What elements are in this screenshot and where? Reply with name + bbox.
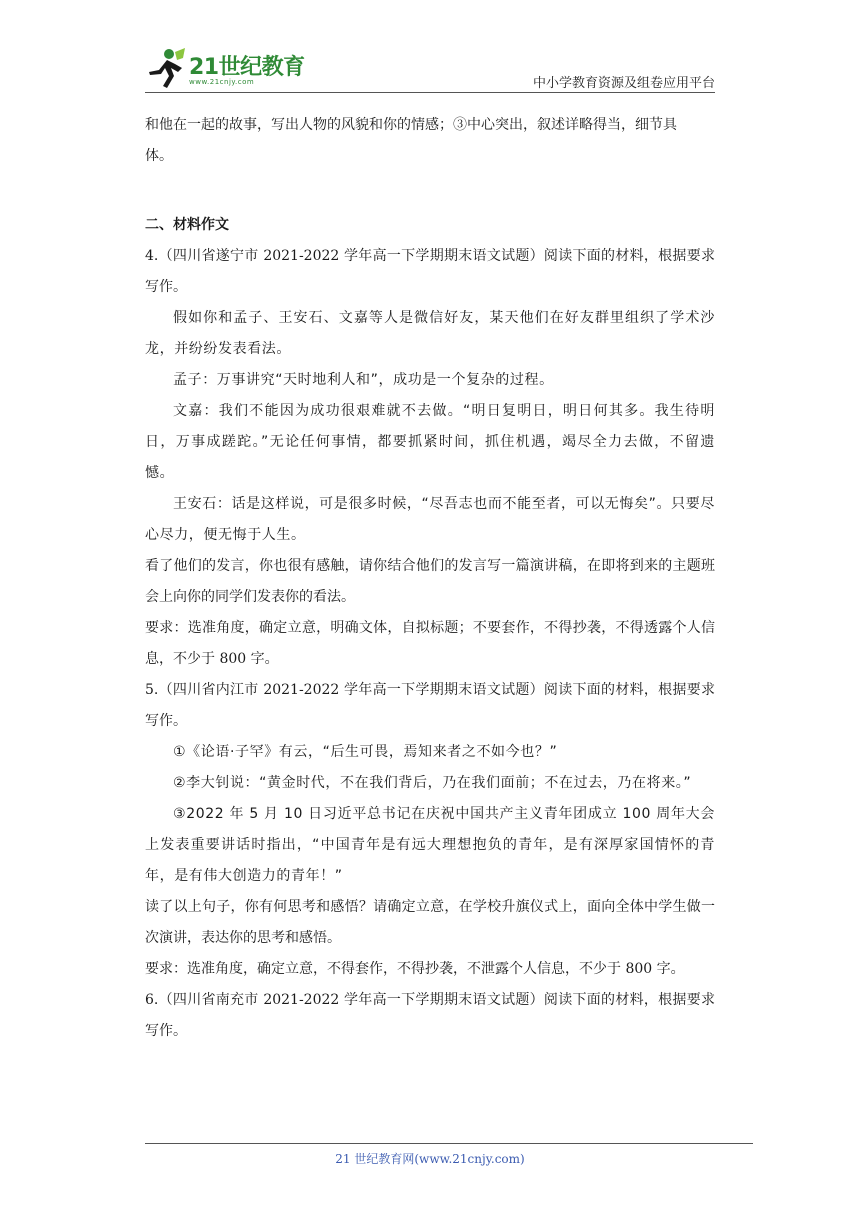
- q4-material-3: 文嘉：我们不能因为成功很艰难就不去做。“明日复明日，明日何其多。我生待明日，万事成蹉跎。”无论任何事情，都要抓紧时间，抓住机遇，竭尽全力去做，不留遗憾。: [145, 403, 715, 481]
- q6-title: 6.（四川省南充市 2021-2022 学年高一下学期期末语文试题）阅读下面的材料，根据要求写作。: [145, 992, 715, 1039]
- q4-requirement: 要求：选准角度，确定立意，明确文体，自拟标题；不要套作，不得抄袭，不得透露个人信息，不少于 800 字。: [145, 620, 715, 667]
- q4-task: 看了他们的发言，你也很有感触，请你结合他们的发言写一篇演讲稿，在即将到来的主题班会上向你的同学们发表你的看法。: [145, 558, 715, 605]
- q5-title: 5.（四川省内江市 2021-2022 学年高一下学期期末语文试题）阅读下面的材料，根据要求写作。: [145, 682, 715, 729]
- document-body: [145, 110, 715, 1047]
- q4-title: 4.（四川省遂宁市 2021-2022 学年高一下学期期末语文试题）阅读下面的材料，根据要求写作。: [145, 248, 715, 295]
- section-title: 二、材料作文: [145, 217, 229, 233]
- logo-url: www.21cnjy.com: [189, 78, 255, 86]
- prev-line-1: 和他在一起的故事，写出人物的风貌和你的情感；③中心突出，叙述详略得当，细节具: [145, 117, 677, 133]
- q5-material-1: ①《论语·子罕》有云，“后生可畏，焉知来者之不如今也？”: [173, 744, 558, 760]
- prev-line-2: 体。: [145, 148, 173, 164]
- q4-material-4: 王安石：话是这样说，可是很多时候，“尽吾志也而不能至者，可以无悔矣”。只要尽心尽力，便无悔于人生。: [145, 496, 715, 543]
- logo-text: 21世纪教育: [189, 55, 305, 80]
- logo: [145, 46, 315, 94]
- previous-question-tail: [145, 110, 715, 172]
- platform-label: 中小学教育资源及组卷应用平台: [532, 76, 715, 91]
- header-divider: [145, 92, 715, 93]
- q4-material-2: 孟子：万事讲究“天时地利人和”，成功是一个复杂的过程。: [173, 372, 554, 388]
- q4-material-1: 假如你和孟子、王安石、文嘉等人是微信好友，某天他们在好友群里组织了学术沙龙，并纷纷发表看法。: [145, 310, 715, 357]
- footer-divider: [145, 1143, 753, 1144]
- page-header: [145, 40, 715, 96]
- runner-logo-icon: [145, 46, 187, 90]
- q5-requirement: 要求：选准角度，确定立意，不得套作，不得抄袭，不泄露个人信息，不少于 800 字。: [145, 961, 685, 977]
- q5-material-2: ②李大钊说：“黄金时代，不在我们背后，乃在我们面前；不在过去，乃在将来。”: [173, 775, 692, 791]
- page-footer: 21 世纪教育网(www.21cnjy.com): [335, 1152, 525, 1166]
- q5-material-3: ③2022 年 5 月 10 日习近平总书记在庆祝中国共产主义青年团成立 100 周年大会上发表重要讲话时指出，“中国青年是有远大理想抱负的青年，是有深厚家国情怀的青年，是有伟大创造力的青年！”: [145, 806, 715, 884]
- q5-task: 读了以上句子，你有何思考和感悟？请确定立意，在学校升旗仪式上，面向全体中学生做一次演讲，表达你的思考和感悟。: [145, 899, 715, 946]
